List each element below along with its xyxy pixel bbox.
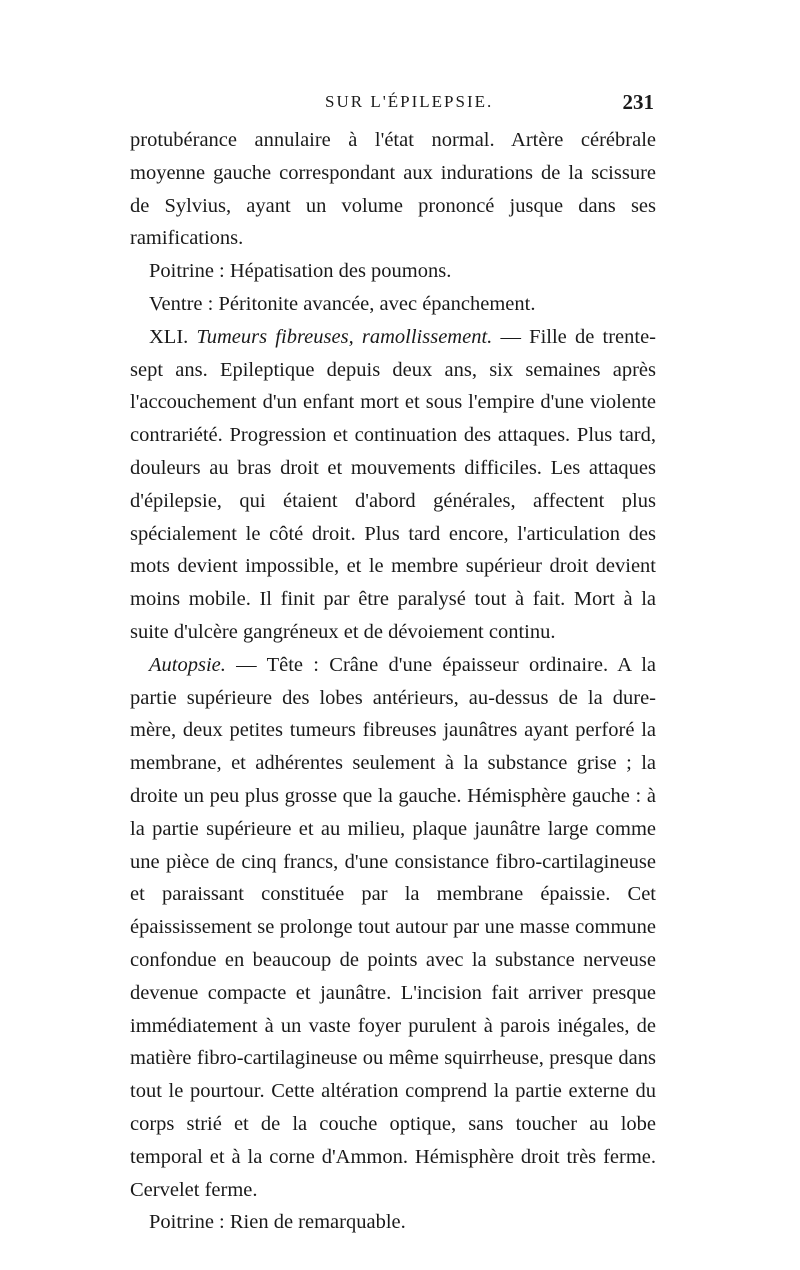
case-number: XLI. xyxy=(149,325,189,348)
paragraph-text: — Fille de trente-sept ans. Epileptique depuis deux ans, six semaines après l'accouchement d'un enfant mort et sous l'empire d'une violente contrariété. Progression et continuation des attaques. Plus tard, douleurs au bras droit et mouvements difficiles. Les attaques d'épilepsie, qui étaient d'abord générales, affectent plus spécialement le côté droit. Plus tard encore, l'articulation des mots devient impossible, et le membre supérieur droit devient moins mobile. Il finit par être paralysé tout à fait. Mort à la suite d'ulcère gangréneux et de dévoiement continu. xyxy=(130,325,657,643)
paragraph-ventre xyxy=(130,288,656,321)
paragraph-text: Poitrine : Rien de remarquable. xyxy=(149,1211,406,1234)
paragraph-poitrine xyxy=(130,255,656,288)
running-title: SUR L'ÉPILEPSIE. xyxy=(325,92,494,111)
autopsie-lead: Autopsie. xyxy=(149,653,226,676)
paragraph-poitrine-final xyxy=(130,1206,656,1239)
paragraph-case-xli xyxy=(130,321,656,649)
paragraph-continuation xyxy=(130,124,656,255)
paragraph-text: Poitrine : Hépatisation des poumons. xyxy=(149,260,452,283)
paragraph-text: protubérance annulaire à l'état normal. Artère cérébrale moyenne gauche correspondant aux indurations de la scissure de Sylvius, ayant un volume prononcé jusque dans ses ramifications. xyxy=(130,129,656,250)
case-title: Tumeurs fibreuses, ramollissement. xyxy=(196,325,493,348)
paragraph-text: — Tête : Crâne d'une épaisseur ordinaire. A la partie supérieure des lobes antérieurs, au-dessus de la dure-mère, deux petites tumeurs fibreuses jaunâtres ayant perforé la membrane, et adhérentes seulement à la substance grise ; la droite un peu plus grosse que la gauche. Hémisphère gauche : à la partie supérieure et au milieu, plaque jaunâtre large comme une pièce de cinq francs, d'une consistance fibro-cartilagineuse et paraissant constituée par la membrane épaissie. Cet épaississement se prolonge tout autour par une masse commune confondue en beaucoup de points avec la substance nerveuse devenue compacte et jaunâtre. L'incision fait arriver presque immédiatement à un vaste foyer purulent à parois inégales, de matière fibro-cartilagineuse ou même squirrheuse, presque dans tout le pourtour. Cette altération comprend la partie externe du corps strié et de la couche optique, sans toucher au lobe temporal et à la corne d'Ammon. Hémisphère droit très ferme. Cervelet ferme. xyxy=(130,653,656,1201)
paragraph-text: Ventre : Péritonite avancée, avec épanchement. xyxy=(149,292,536,315)
paragraph-autopsie xyxy=(130,649,656,1207)
body-text xyxy=(130,124,656,1239)
page-number: 231 xyxy=(622,90,654,114)
running-head xyxy=(130,88,656,120)
